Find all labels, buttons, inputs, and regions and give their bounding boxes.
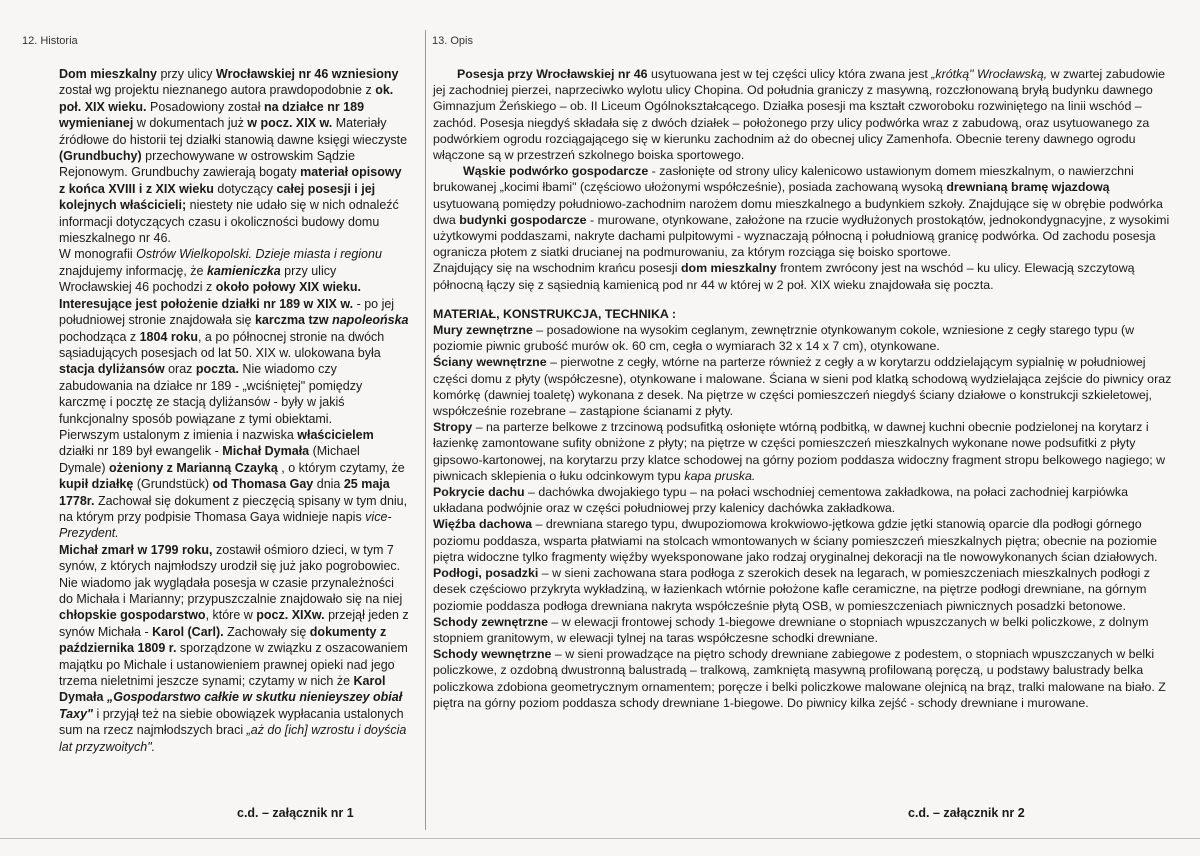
text-run: Karol (Carl). [152, 624, 224, 639]
text-run: około połowy XIX wieku. [215, 280, 361, 295]
text-run: usytuowaną pomiędzy południowo-zachodnim narożem domu mieszkalnego a budynkiem szkoły. Znajdujące się w obrębie podwórka dwa [433, 196, 1163, 227]
text-run: budynki gospodarcze [459, 212, 587, 227]
text-run: od Thomasa Gay [212, 477, 314, 492]
text-run: Wrocławskiej nr 46 wzniesiony [216, 67, 399, 81]
material-item [433, 419, 1178, 484]
page-header-right: 13. Opis [432, 35, 473, 47]
text-run: przy ulicy [156, 67, 217, 81]
text-run: zostawił ośmioro dzieci, w tym 7 synów, z których najmłodszy urodził się już jako pogrobowiec. Nie wiadomo jak wyglądała posesja w czasie przynależności do Michała i Marianny; przypuszczalnie znajdowało się na niej [59, 542, 403, 606]
text-run: - po jej południowej stronie znajdowała się [59, 296, 395, 328]
text-run: Posadowiony został [146, 99, 264, 114]
text-run: – w sieni zachowana stara podłoga z szerokich desek na legarach, w pomieszczeniach mieszkalnych podłogi z desek częściowo przykryta wykładziną, w łazienkach wtórnie położone kafle ceramiczne, na piętrze podłogi drewniane, na górnym poziomie poddasza podłoga drewniana nakryta współcześnie płytą OSB, w pomieszczeniach piwnicznych posadzki betonowe. [433, 566, 1150, 613]
text-run: Podłogi, posadzki [433, 566, 539, 581]
description-paragraph [433, 66, 1178, 163]
history-paragraph [59, 427, 409, 542]
text-run: 1804 roku [139, 329, 198, 344]
continued-note-left: c.d. – załącznik nr 1 [237, 806, 354, 820]
text-run: ok. poł. XIX wieku. [59, 83, 394, 114]
text-run: dom mieszkalny [680, 261, 777, 276]
text-run: właścicielem [297, 427, 374, 442]
text-run: W monografii [59, 247, 137, 262]
text-run: i przyjął też na siebie obowiązek wypłacania ustalonych sum na rzecz najmłodszych braci [59, 706, 404, 738]
text-run: „Gospodarstwo całkie w skutku nienieyszey obiał Taxy" [59, 690, 403, 721]
bottom-rule [0, 838, 1200, 839]
text-run: całej posesji i jej kolejnych właścicieli; [59, 181, 376, 213]
text-run: dokumenty z października 1809 r. [59, 624, 387, 656]
text-run: oraz [164, 362, 196, 377]
text-run: materiał opisowy z końca XVIII i z XIX wieku [59, 165, 402, 196]
text-run: „krótką" Wrocławską, [931, 67, 1048, 81]
material-item [433, 614, 1178, 646]
text-run: poczta. [195, 362, 239, 377]
text-run: Pierwszym ustalonym z imienia i nazwiska [59, 427, 298, 442]
text-run: usytuowana jest w tej części ulicy która zwana jest [647, 67, 932, 81]
text-run: dotyczący [213, 181, 277, 196]
page-header-left: 12. Historia [22, 35, 78, 47]
text-run: działki nr 189 był ewangelik - [59, 444, 223, 459]
text-run: kapa pruska. [684, 468, 756, 483]
text-run: przy ulicy Wrocławskiej 46 pochodzi z [59, 263, 337, 295]
text-run: frontem zwrócony jest na wschód – ku ulicy. Elewacją szczytową północną łączy się z sąsiednią kamienicą pod nr 44 w której w 2 poł. XIX wieku znajdowała się poczta. [433, 261, 1135, 292]
history-paragraph [59, 66, 409, 246]
column-divider [425, 30, 426, 830]
section-heading: MATERIAŁ, KONSTRUKCJA, TECHNIKA : [433, 306, 676, 321]
material-item [433, 565, 1178, 614]
history-paragraph [59, 296, 409, 427]
text-run: Pokrycie dachu [433, 485, 525, 500]
text-run: – w sieni prowadzące na piętro schody drewniane zabiegowe z podestem, o stopniach wpuszczanych w belki policzkowe, z ozdobną dwustronną balustradą – tralkową, zamkniętą masywną profilowaną poręczą, u podstawy balustrady belka policzkowa zdobiona geometrycznym ornamentem; poręcze i belki policzkowe malowane olejnicą na brąz, tralki malowane na biało. Z piętra na górny poziom poddasza schody drewniane 1-biegowe. Do piwnicy kilka zejść - schody drewniane i murowane. [433, 647, 1166, 710]
text-run: Nie wiadomo czy zabudowania na działce nr 189 - „wciśniętej" pomiędzy karczmę i pocztę ze stacją dyliżansów - były w jakiś funkcjonalny sposób powiązane z tymi obiektami. [59, 362, 363, 426]
material-item [433, 484, 1178, 516]
text-run: stacja dyliżansów [59, 362, 165, 377]
text-run: Więźba dachowa [433, 517, 533, 532]
text-run: , a po północnej stronie na dwóch sąsiadujących posesjach od lat 50. XIX w. ulokowana była [59, 329, 385, 360]
text-run: chłopskie gospodarstwo [59, 608, 206, 623]
text-run: – pierwotne z cegły, wtórne na parterze również z cegły a w korytarzu oddzielającym sypialnię w południowej części domu z płyty (współczesne), otynkowane i malowane. Ściana w sieni pod klatką schodową wydzielająca zejście do piwnicy oraz komórkę (dawniej toaletę) wykonana z desek. Na piętrze w części pomieszczeń niegdyś ściany działowe o konstrukcji szkieletowej, współcześnie rozebrane – zastąpione ścianami z płyty. [433, 355, 1172, 419]
text-run: – na parterze belkowe z trzcinową podsufitką osłonięte wtórną podbitką, w dawnej kuchni obecnie podzielonej na korytarz i łazienkę zamontowane sufity obniżone z płyty; na piętrze w części pomieszczeń mieszkalnych wykonane nowe podsufitki z płyty gipsowo-kartonowej, na korytarzu przy klatce schodowej na górny poziom poddasza widoczny fragment stropu belkowego nagiego; w piwnicach sklepienia o łuku odcinkowym typu [433, 420, 1166, 483]
text-run: – posadowione na wysokim ceglanym, zewnętrznie otynkowanym cokole, wzniesione z cegły starego typu (w poziomie piwnic grubość murów ok. 60 cm, cegła o wymiarach 32 x 14 x 7 cm), otynkowane. [433, 323, 1135, 354]
text-run: na działce nr 189 wymienianej [59, 99, 365, 131]
history-paragraph [59, 246, 409, 295]
text-run: (Grundbuchy) [59, 149, 142, 164]
text-run: 25 maja 1778r. [59, 477, 390, 508]
text-run: Zachował się dokument z pieczęcią spisany w tym dniu, na którym przy podpisie Thomasa Gaya widnieje napis [59, 493, 408, 524]
text-run: (Grundstück) [133, 477, 213, 492]
text-run: Schody zewnętrzne [433, 614, 548, 629]
text-run: pochodząca z [59, 329, 140, 344]
text-run: – drewniana starego typu, dwupoziomowa krokwiowo-jętkowa gdzie jętki stanowią oparcie dla podłogi górnego poziomu poddasza, wsparta płatwiami na stolcach wmontowanych w ściany pomieszczeń mieszkalnych piętra; obecnie na poziomie piętra widoczne tylko fragmenty więźby wyeksponowane jako rodzaj oryginalnej dekoracji na tle nowowykonanych ścian działowych. [433, 517, 1158, 564]
text-run: Dom mieszkalny [59, 67, 157, 81]
text-run: Materiały źródłowe do historii tej działki stanowią dawne księgi wieczyste [59, 116, 408, 147]
text-run: w pocz. XIX w. [247, 116, 333, 131]
text-run: został wg projektu nieznanego autora prawdopodobnie z [59, 83, 376, 98]
text-run: , które w [205, 608, 257, 623]
description-column [433, 66, 1178, 711]
text-run: vice-Prezydent. [59, 509, 392, 541]
material-item [433, 516, 1178, 565]
text-run: - zasłonięte od strony ulicy kalenicowo ustawionym domem mieszkalnym, o nawierzchni brukowanej „kocimi łbami" (częściowo ułożonymi współcześnie), posiada zachowaną wysoką [433, 164, 1134, 195]
history-paragraph [59, 542, 409, 755]
continued-note-right: c.d. – załącznik nr 2 [908, 806, 1025, 820]
text-run: pocz. XIXw. [256, 608, 325, 623]
text-run: , o którym czytamy, że [277, 460, 405, 475]
text-run: Posesja przy Wrocławskiej nr 46 [457, 67, 648, 81]
text-run: napoleońska [332, 313, 409, 328]
text-run: Interesujące jest położenie działki nr 189 w XIX w. [59, 296, 354, 311]
text-run: Mury zewnętrzne [433, 323, 533, 338]
text-run: Ściany wewnętrzne [433, 355, 547, 370]
text-run: przechowywane w ostrowskim Sądzie Rejonowym. Grundbuchy zawierają bogaty [59, 149, 355, 180]
text-run: ożeniony z Marianną Czayką [109, 460, 278, 475]
text-run: Ostrów Wielkopolski. Dzieje miasta i regionu [136, 247, 382, 262]
text-run: – w elewacji frontowej schody 1-biegowe drewniane o stopniach wpuszczanych w belki policzkowe, z dolnym stopniem granitowym, w elewacji tylnej na taras współczesne schodki drewniane. [433, 614, 1149, 645]
text-run: sporządzone w związku z oszacowaniem majątku po Michale i ustanowieniem prawnej opieki nad jego trzema nieletnimi jeszcze synami; czytamy w nich że [59, 641, 408, 689]
text-run: Karol Dymała [59, 674, 386, 705]
text-run: Michał Dymała [222, 444, 310, 459]
material-item [433, 646, 1178, 711]
text-run: Znajdujący się na wschodnim krańcu posesji [433, 261, 681, 276]
text-run: znajdujemy informację, że [59, 263, 207, 278]
text-run: karczma tzw [254, 313, 333, 328]
materials-list [433, 322, 1178, 711]
description-paragraph [433, 163, 1178, 260]
text-run: kamieniczka [206, 263, 281, 278]
text-run: Wąskie podwórko gospodarcze [463, 164, 649, 179]
text-run: Zachowały się [223, 624, 310, 639]
material-item [433, 322, 1178, 354]
text-run: przejął jeden z synów Michała - [59, 608, 409, 639]
material-item [433, 354, 1178, 419]
text-run: niestety nie udało się w nich odnaleźć informacji dotyczących czasu i okoliczności budowy domu mieszkalnego nr 46. [59, 198, 399, 246]
text-run: kupił działkę [59, 477, 134, 492]
text-run: (Michael Dymale) [59, 444, 360, 475]
history-column [59, 66, 409, 755]
text-run: drewnianą bramę wjazdową [946, 180, 1110, 195]
text-run: - murowane, otynkowane, założone na rzucie wydłużonych prostokątów, jednokondygnacyjne, z wysokimi użytkowymi poddaszami, nakryte dachami pulpitowymi - wyznaczają północną i południową granicę podwórka. Od zachodu posesja ogranicza płotem z siatki drucianej na podmurowaniu, za którym rozciąga się boisko sportowe. [433, 212, 1170, 260]
text-run: w zwartej zabudowie jej zachodniej pierzei, naprzeciwko wylotu ulicy Chopina. Od południa graniczy z masywną, rozczłonowaną bryłą budynku dawnego Gimnazjum Żeńskiego – ob. II Liceum Ogólnokształcącego. Działka posesji ma kształt czworoboku rozwiniętego na linii wschód – zachód. Posesja niegdyś składała się z dwóch działek – położonego przy ulicy podwórka wraz z zabudową, oraz usytuowanego za podwórkiem ogrodu rozciągającego się w kierunku zachodnim aż do obecnej ulicy Zamenhofa. Obecnie tereny dawnego ogrodu włączone są w przestrzeń szkolnego boiska sportowego. [433, 67, 1165, 163]
text-run: Stropy [433, 420, 473, 435]
description-paragraph [433, 260, 1178, 292]
text-run: w dokumentach już [133, 116, 248, 131]
text-run: „aż do [ich] wzrostu i doyścia lat przyzwoitych". [59, 723, 407, 754]
text-run: dnia [313, 477, 344, 492]
text-run: Schody wewnętrzne [433, 647, 552, 662]
text-run: Michał zmarł w 1799 roku, [59, 542, 213, 557]
text-run: – dachówka dwojakiego typu – na połaci wschodniej cementowa zakładkowa, na połaci zachodniej karpiówka układana podwójnie oraz w części południowej przy kalenicy dachówka zakładkowa. [433, 485, 1128, 516]
